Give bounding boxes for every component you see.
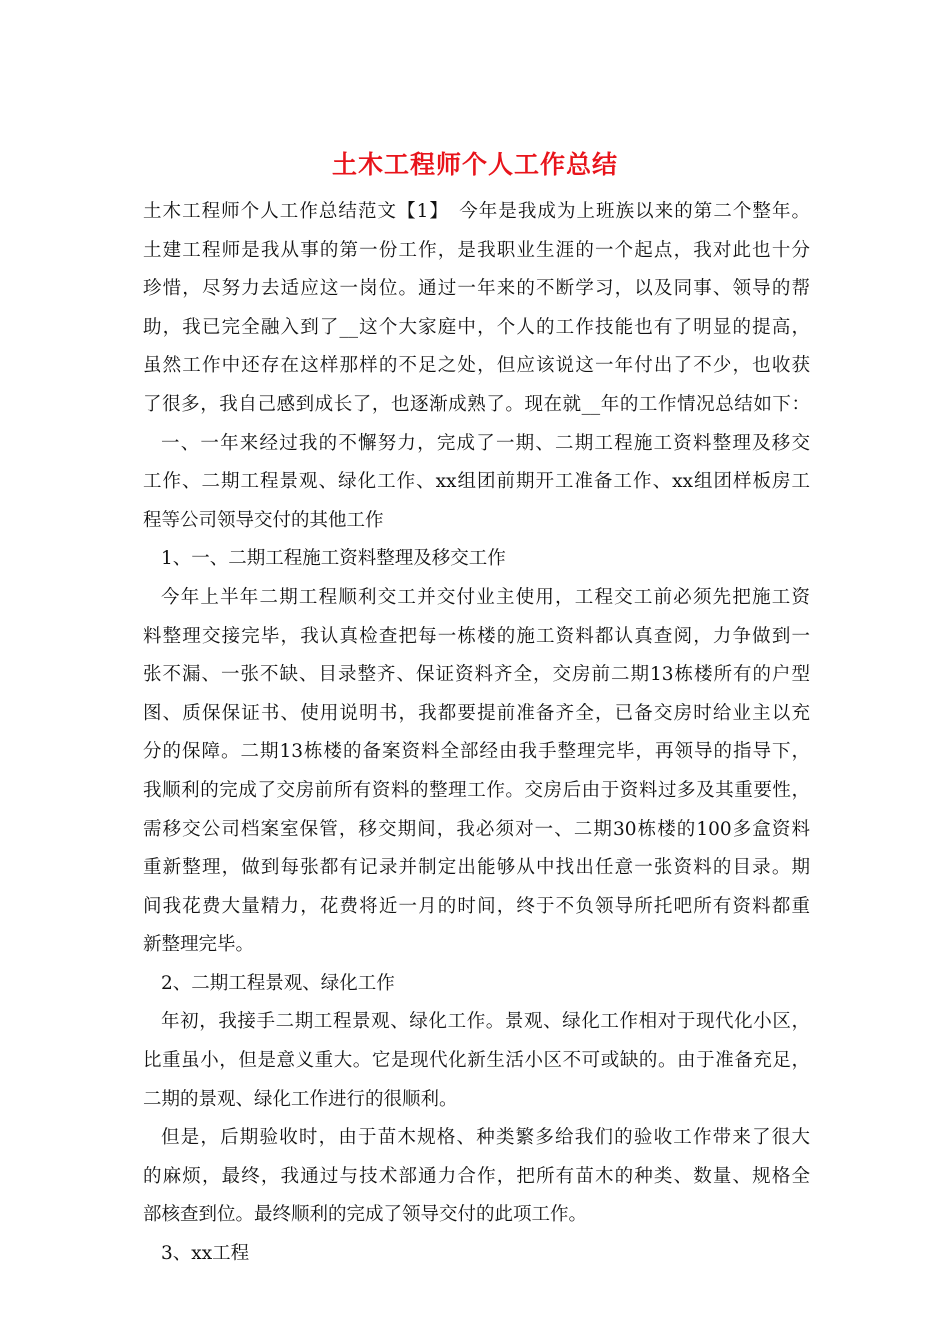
- body-line: 土建工程师是我从事的第一份工作，是我职业生涯的一个起点，我对此也十分: [143, 239, 810, 261]
- body-line: 助，我已完全融入到了__这个大家庭中，个人的工作技能也有了明显的提高，: [143, 316, 810, 338]
- body-line: 3、xx工程: [161, 1243, 250, 1265]
- body-line: 间我花费大量精力，花费将近一月的时间，终于不负领导所托吧所有资料都重: [143, 895, 810, 917]
- body-line: 部核查到位。最终顺利的完成了领导交付的此项工作。: [143, 1204, 588, 1226]
- document-title: 土木工程师个人工作总结: [331, 150, 618, 179]
- body-line: 需移交公司档案室保管，移交期间，我必须对一、二期30栋楼的100多盒资料: [143, 818, 810, 840]
- body-line: 的麻烦，最终，我通过与技术部通力合作，把所有苗木的种类、数量、规格全: [143, 1165, 810, 1187]
- body-line: 比重虽小，但是意义重大。它是现代化新生活小区不可或缺的。由于准备充足，: [143, 1050, 810, 1072]
- body-line: 1、一、二期工程施工资料整理及移交工作: [161, 548, 506, 570]
- body-line: 重新整理，做到每张都有记录并制定出能够从中找出任意一张资料的目录。期: [143, 857, 810, 879]
- body-line: 今年上半年二期工程顺利交工并交付业主使用，工程交工前必须先把施工资: [161, 586, 810, 608]
- body-line: 土木工程师个人工作总结范文【1】 今年是我成为上班族以来的第二个整年。: [143, 201, 810, 222]
- body-line: 工作、二期工程景观、绿化工作、xx组团前期开工准备工作、xx组团样板房工: [143, 471, 810, 493]
- body-line: 一、一年来经过我的不懈努力，完成了一期、二期工程施工资料整理及移交: [161, 432, 810, 454]
- body-line: 但是，后期验收时，由于苗木规格、种类繁多给我们的验收工作带来了很大: [161, 1127, 810, 1149]
- body-line: 料整理交接完毕，我认真检查把每一栋楼的施工资料都认真查阅，力争做到一: [143, 625, 810, 647]
- document-body: [143, 198, 810, 1279]
- body-line: 虽然工作中还存在这样那样的不足之处，但应该说这一年付出了不少，也收获: [143, 355, 810, 377]
- body-line: 珍惜，尽努力去适应这一岗位。通过一年来的不断学习，以及同事、领导的帮: [143, 278, 810, 300]
- body-line: 新整理完毕。: [143, 934, 255, 956]
- body-line: 二期的景观、绿化工作进行的很顺利。: [143, 1088, 458, 1110]
- body-line: 图、质保保证书、使用说明书，我都要提前准备齐全，已备交房时给业主以充: [143, 702, 810, 724]
- body-line: 分的保障。二期13栋楼的备案资料全部经由我手整理完毕，再领导的指导下，: [143, 741, 810, 763]
- body-line: 了很多，我自己感到成长了，也逐渐成熟了。现在就__年的工作情况总结如下：: [143, 393, 810, 415]
- body-line: 2、二期工程景观、绿化工作: [161, 972, 395, 994]
- body-line: 程等公司领导交付的其他工作: [143, 509, 384, 531]
- body-line: 我顺利的完成了交房前所有资料的整理工作。交房后由于资料过多及其重要性，: [143, 779, 810, 801]
- body-line: 年初，我接手二期工程景观、绿化工作。景观、绿化工作相对于现代化小区，: [161, 1011, 810, 1033]
- body-line: 张不漏、一张不缺、目录整齐、保证资料齐全，交房前二期13栋楼所有的户型: [143, 664, 810, 686]
